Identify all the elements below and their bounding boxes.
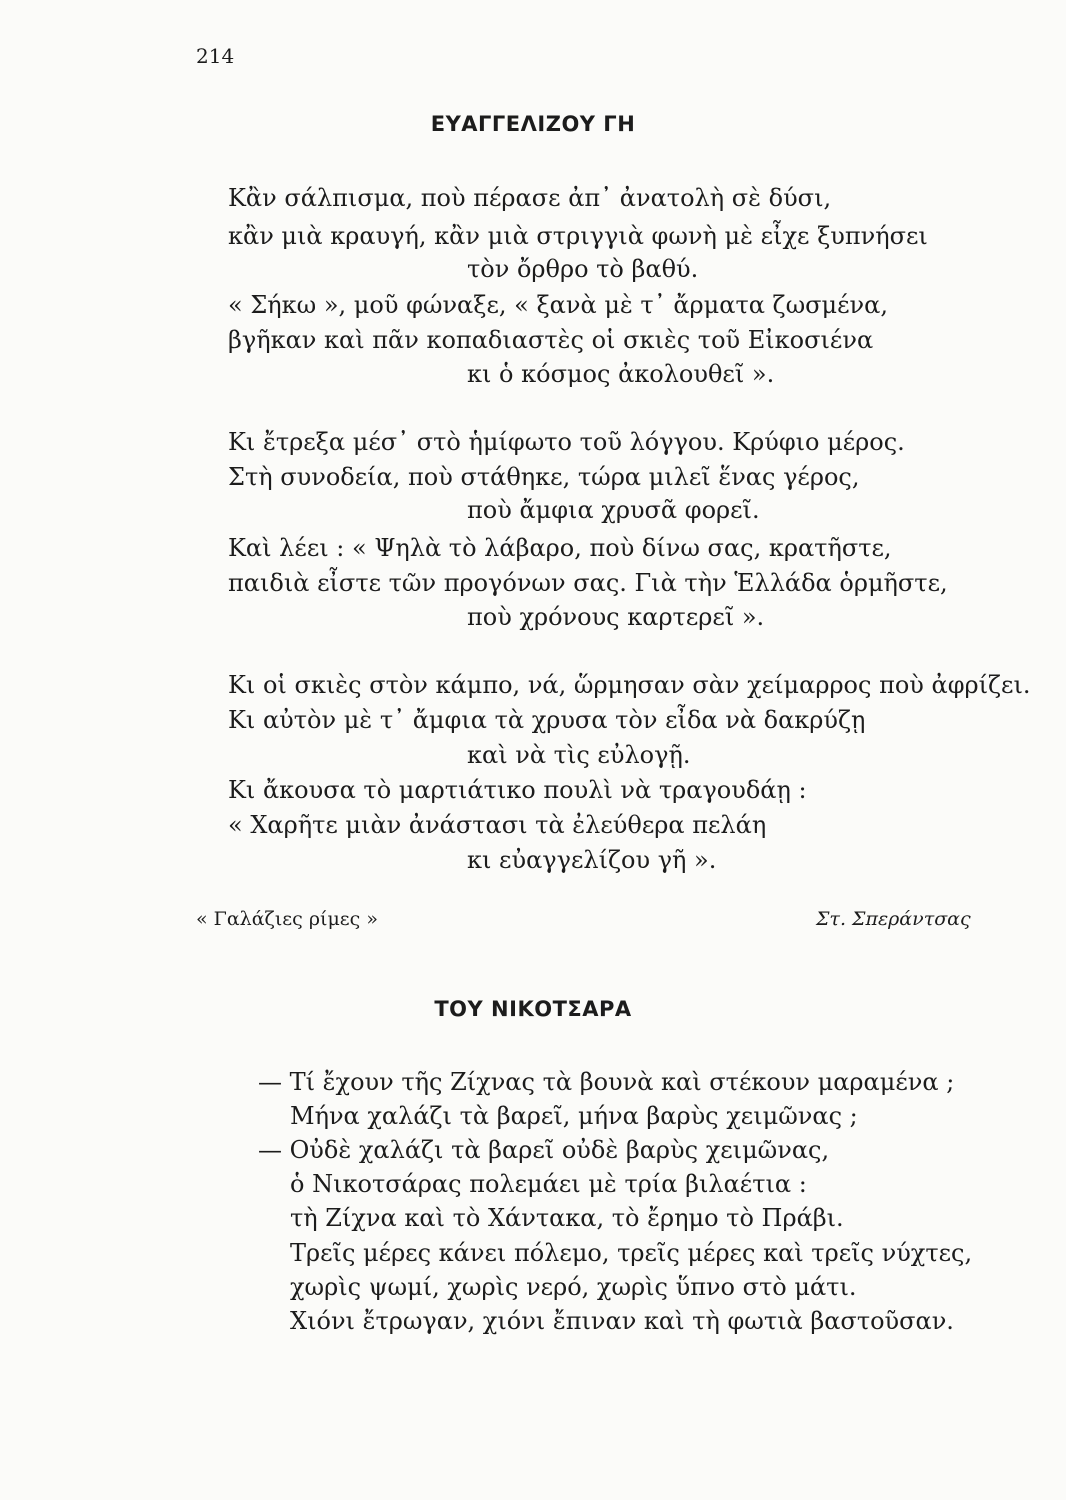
poem-line: « Σήκω », μοῦ φώναξε, « ξανὰ μὲ τ᾿ ἄρματα ζωσμένα,: [228, 291, 888, 319]
poem-line: — Οὐδὲ χαλάζι τὰ βαρεῖ οὐδὲ βαρὺς χειμῶνας,: [258, 1136, 830, 1164]
poem-line: ποὺ χρόνους καρτερεῖ ».: [467, 603, 765, 631]
poem-line: Στὴ συνοδεία, ποὺ στάθηκε, τώρα μιλεῖ ἕνας γέρος,: [228, 463, 860, 491]
poem-line: βγῆκαν καὶ πᾶν κοπαδιαστὲς οἱ σκιὲς τοῦ Εἰκοσιένα: [228, 326, 874, 354]
poem-line: Τρεῖς μέρες κάνει πόλεμο, τρεῖς μέρες καὶ τρεῖς νύχτες,: [290, 1239, 973, 1267]
poem-line: Κι ἄκουσα τὸ μαρτιάτικο πουλὶ νὰ τραγουδάῃ :: [228, 776, 807, 804]
poem-title-nikotsara: ΤΟΥ ΝΙΚΟΤΣΑΡΑ: [434, 997, 632, 1021]
page-number: 214: [196, 44, 235, 68]
poem-source: « Γαλάζιες ρίμες »: [196, 908, 378, 930]
poem-line: Χιόνι ἔτρωγαν, χιόνι ἔπιναν καὶ τὴ φωτιὰ βαστοῦσαν.: [290, 1307, 954, 1335]
poem-line: καὶ νὰ τὶς εὐλογῇ.: [467, 741, 691, 769]
poem-line: κἂν μιὰ κραυγή, κἂν μιὰ στριγγιὰ φωνὴ μὲ εἶχε ξυπνήσει: [228, 222, 928, 250]
poem-line: κι εὐαγγελίζου γῆ ».: [467, 846, 717, 874]
poem-line: ὁ Νικοτσάρας πολεμάει μὲ τρία βιλαέτια :: [290, 1170, 807, 1198]
poem-line: χωρὶς ψωμί, χωρὶς νερό, χωρὶς ὕπνο στὸ μάτι.: [290, 1273, 857, 1301]
poem-line: παιδιὰ εἶστε τῶν προγόνων σας. Γιὰ τὴν Ἑλλάδα ὁρμῆστε,: [228, 569, 948, 597]
poem-line: Καὶ λέει : « Ψηλὰ τὸ λάβαρο, ποὺ δίνω σας, κρατῆστε,: [228, 534, 892, 562]
poem-line: Κι αὐτὸν μὲ τ᾿ ἄμφια τὰ χρυσα τὸν εἶδα νὰ δακρύζῃ: [228, 706, 866, 734]
poem-title-evangelizou-gi: ΕΥΑΓΓΕΛΙΖΟΥ ΓΗ: [430, 112, 636, 136]
poem-author: Στ. Σπεράντσας: [816, 908, 971, 930]
poem-line: Κι οἱ σκιὲς στὸν κάμπο, νά, ὥρμησαν σὰν χείμαρρος ποὺ ἀφρίζει.: [228, 671, 1031, 699]
poem-line: Κι ἔτρεξα μέσ᾿ στὸ ἡμίφωτο τοῦ λόγγου. Κρύφιο μέρος.: [228, 428, 905, 456]
poem-line: τὸν ὄρθρο τὸ βαθύ.: [467, 255, 699, 283]
poem-line: κι ὁ κόσμος ἀκολουθεῖ ».: [467, 360, 775, 388]
poem-line: Μήνα χαλάζι τὰ βαρεῖ, μήνα βαρὺς χειμῶνας ;: [290, 1102, 858, 1130]
poem-line: — Τί ἔχουν τῆς Ζίχνας τὰ βουνὰ καὶ στέκουν μαραμένα ;: [258, 1068, 955, 1096]
poem-line: ποὺ ἄμφια χρυσᾶ φορεῖ.: [467, 496, 760, 524]
poem-line: « Χαρῆτε μιὰν ἀνάστασι τὰ ἐλεύθερα πελάη: [228, 811, 767, 839]
poem-line: τὴ Ζίχνα καὶ τὸ Χάντακα, τὸ ἔρημο τὸ Πράβι.: [290, 1204, 844, 1232]
poem-line: Κἂν σάλπισμα, ποὺ πέρασε ἀπ᾿ ἀνατολὴ σὲ δύσι,: [228, 184, 832, 212]
